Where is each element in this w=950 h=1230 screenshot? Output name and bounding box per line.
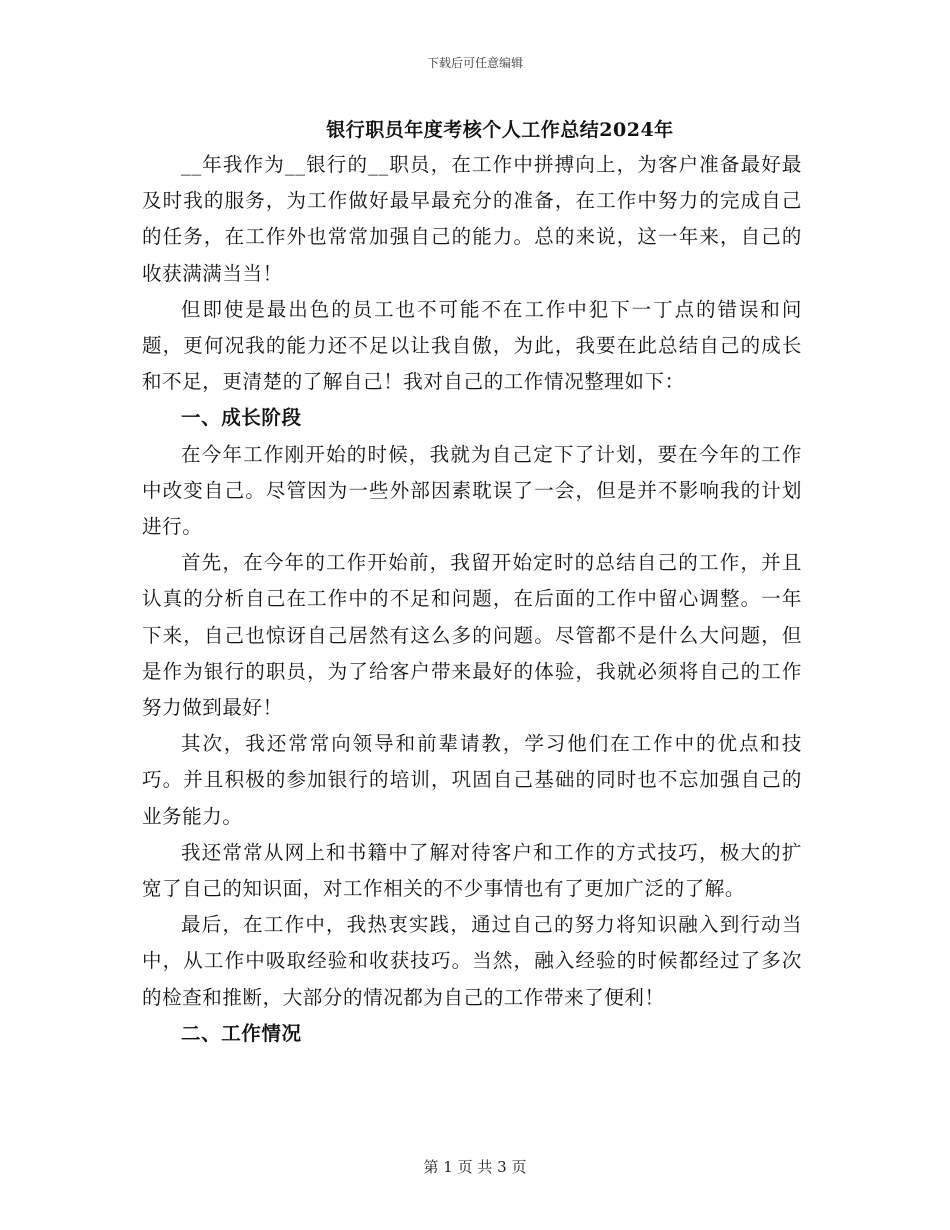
paragraph-growth-second: 其次，我还常常向领导和前辈请教，学习他们在工作中的优点和技巧。并且积极的参加银行的培训，巩固自己基础的同时也不忘加强自己的业务能力。: [142, 732, 802, 828]
paragraph-growth-last: 最后，在工作中，我热衷实践，通过自己的努力将知识融入到行动当中，从工作中吸取经验和收获技巧。当然，融入经验的时候都经过了多次的检查和推断，大部分的情况都为自己的工作带来了便利！: [142, 913, 802, 1009]
paragraph-reflection: 但即使是最出色的员工也不可能不在工作中犯下一丁点的错误和问题，更何况我的能力还不足以让我自傲，为此，我要在此总结自己的成长和不足，更清楚的了解自己！我对自己的工作情况整理如下：: [142, 297, 802, 394]
document-body: [142, 147, 802, 1052]
section-heading-work: 二、工作情况: [181, 1021, 302, 1045]
page-header-note: 下载后可任意编辑: [426, 56, 523, 70]
paragraph-growth-plan: 在今年工作刚开始的时候，我就为自己定下了计划，要在今年的工作中改变自己。尽管因为一些外部因素耽误了一会，但是并不影响我的计划进行。: [142, 442, 802, 539]
section-heading-growth: 一、成长阶段: [181, 406, 302, 430]
document-title: 银行职员年度考核个人工作总结2024年: [326, 119, 674, 141]
paragraph-intro: __年我作为__银行的__职员，在工作中拼搏向上，为客户准备最好最及时我的服务，为工作做好最早最充分的准备，在工作中努力的完成自己的任务，在工作外也常常加强自己的能力。总的来说，这一年来，自己的收获满满当当！: [142, 153, 802, 285]
page-number: 第 1 页 共 3 页: [423, 1158, 527, 1176]
paragraph-growth-third: 我还常常从网上和书籍中了解对待客户和工作的方式技巧，极大的扩宽了自己的知识面，对工作相关的不少事情也有了更加广泛的了解。: [142, 840, 802, 901]
paragraph-growth-first: 首先，在今年的工作开始前，我留开始定时的总结自己的工作，并且认真的分析自己在工作中的不足和问题，在后面的工作中留心调整。一年下来，自己也惊讶自己居然有这么多的问题。尽管都不是什么大问题，但是作为银行的职员，为了给客户带来最好的体验，我就必须将自己的工作努力做到最好！: [142, 551, 802, 720]
